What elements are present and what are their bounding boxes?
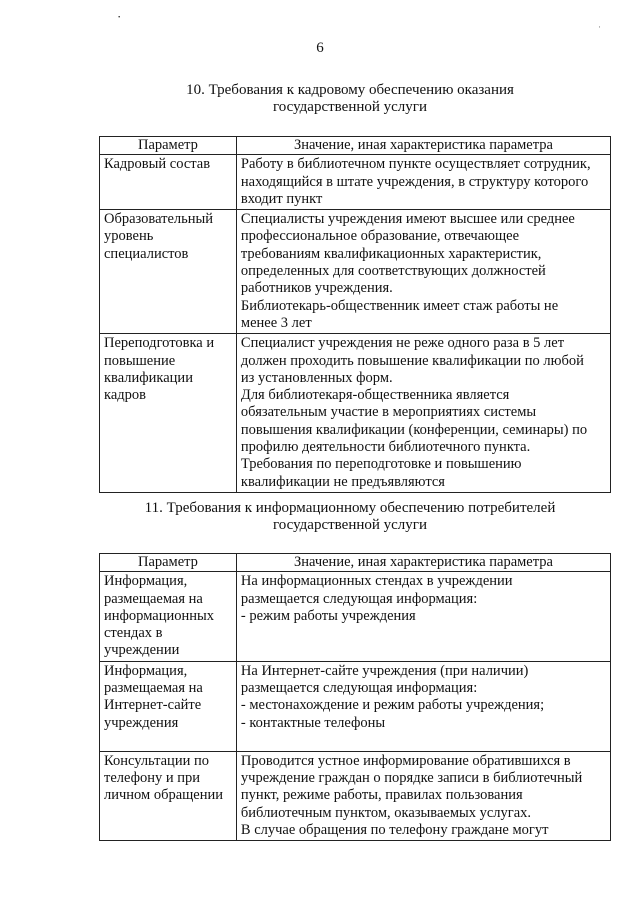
table-row	[100, 155, 611, 210]
param-text: кадров	[104, 387, 146, 404]
table-row	[100, 334, 611, 493]
value-text: менее 3 лет	[240, 314, 312, 331]
table-row	[100, 751, 611, 840]
param-text: личном обращении	[104, 787, 224, 804]
value-text: - местонахождение и режим работы учреждения;	[240, 697, 545, 714]
value-text: профилю деятельности библиотечного пункта.	[240, 439, 531, 456]
value-text: Проводится устное информирование обратившихся в	[240, 752, 571, 769]
param-text: размещаемая на	[104, 680, 203, 697]
header-value: Значение, иная характеристика параметра	[236, 137, 610, 155]
value-text: находящийся в штате учреждения, в структуру которого	[240, 173, 589, 190]
param-text: Переподготовка и	[104, 335, 215, 352]
value-text: В случае обращения по телефону граждане могут	[240, 821, 549, 838]
value-cell	[236, 155, 610, 210]
table-row	[100, 210, 611, 334]
value-text: требованиям квалификационных характеристик,	[240, 245, 542, 262]
table-header-row	[100, 554, 611, 572]
section-11-title	[60, 500, 640, 534]
value-text: пункт, режиме работы, правилах пользования	[240, 787, 523, 804]
value-text: квалификации не предъявляются	[240, 473, 445, 490]
param-text: Интернет-сайте	[104, 697, 202, 714]
value-text: Библиотекарь-общественник имеет стаж работы не	[240, 297, 559, 314]
value-text: профессиональное образование, отвечающее	[240, 228, 520, 245]
scan-speck: ·	[117, 9, 122, 24]
section-10-title-line: государственной услуги	[273, 99, 427, 115]
value-cell	[236, 334, 610, 493]
header-param: Параметр	[100, 137, 237, 155]
param-text: повышение	[104, 352, 176, 369]
value-cell	[236, 210, 610, 334]
value-text: учреждение граждан о порядке записи в библиотечный	[240, 770, 583, 787]
param-cell	[100, 334, 237, 493]
value-text: - режим работы учреждения	[240, 607, 416, 624]
value-text: Работу в библиотечном пункте осуществляет сотрудник,	[240, 156, 591, 173]
section-10-title	[60, 82, 640, 116]
value-text: повышения квалификации (конференции, семинары) по	[240, 421, 588, 438]
header-param: Параметр	[100, 554, 237, 572]
param-text: Кадровый состав	[104, 156, 211, 173]
value-text: из установленных форм.	[240, 369, 393, 386]
param-text: учреждения	[104, 714, 179, 731]
value-text: Специалист учреждения не реже одного раза в 5 лет	[240, 335, 565, 352]
value-cell	[236, 661, 610, 751]
value-text: - контактные телефоны	[240, 714, 386, 731]
param-text: уровень	[104, 228, 154, 245]
staffing-requirements-table	[99, 136, 611, 493]
section-11-title-line: государственной услуги	[273, 517, 427, 533]
page-number: 6	[316, 40, 324, 56]
param-cell	[100, 572, 237, 661]
value-text: размещается следующая информация:	[240, 680, 478, 697]
section-11-title-line: 11. Требования к информационному обеспечению потребителей	[144, 500, 556, 516]
param-text: Информация,	[104, 662, 188, 679]
scan-speck: ·	[598, 22, 601, 32]
param-text: Консультации по	[104, 752, 209, 769]
param-cell	[100, 751, 237, 840]
param-text: телефону и при	[104, 770, 201, 787]
table-header-row	[100, 137, 611, 155]
value-cell	[236, 572, 610, 661]
value-text: На Интернет-сайте учреждения (при наличии)	[240, 662, 529, 679]
value-text: определенных для соответствующих должностей	[240, 263, 546, 280]
table-row	[100, 661, 611, 751]
param-text: специалистов	[104, 245, 189, 262]
section-10-title-line: 10. Требования к кадровому обеспечению оказания	[186, 82, 514, 98]
value-text: Специалисты учреждения имеют высшее или среднее	[240, 211, 575, 228]
header-value: Значение, иная характеристика параметра	[236, 554, 610, 572]
param-text: квалификации	[104, 369, 193, 386]
value-text: обязательным участие в мероприятиях системы	[240, 404, 537, 421]
value-text: Требования по переподготовке и повышению	[240, 456, 522, 473]
param-text: информационных	[104, 607, 214, 624]
param-text: Образовательный	[104, 211, 214, 228]
param-text: стендах в	[104, 625, 163, 642]
value-text: входит пункт	[240, 190, 323, 207]
param-cell	[100, 155, 237, 210]
value-text: На информационных стендах в учреждении	[240, 573, 513, 590]
param-text: учреждении	[104, 642, 180, 659]
value-text: Для библиотекаря-общественника является	[240, 387, 510, 404]
table-row	[100, 572, 611, 661]
value-text: размещается следующая информация:	[240, 590, 478, 607]
value-text: библиотечным пунктом, оказываемых услугах.	[240, 804, 532, 821]
value-cell	[236, 751, 610, 840]
information-requirements-table	[99, 553, 611, 841]
param-cell	[100, 210, 237, 334]
param-text: размещаемая на	[104, 590, 203, 607]
param-cell	[100, 661, 237, 751]
value-text: должен проходить повышение квалификации по любой	[240, 352, 584, 369]
param-text: Информация,	[104, 573, 188, 590]
value-text: работников учреждения.	[240, 280, 393, 297]
